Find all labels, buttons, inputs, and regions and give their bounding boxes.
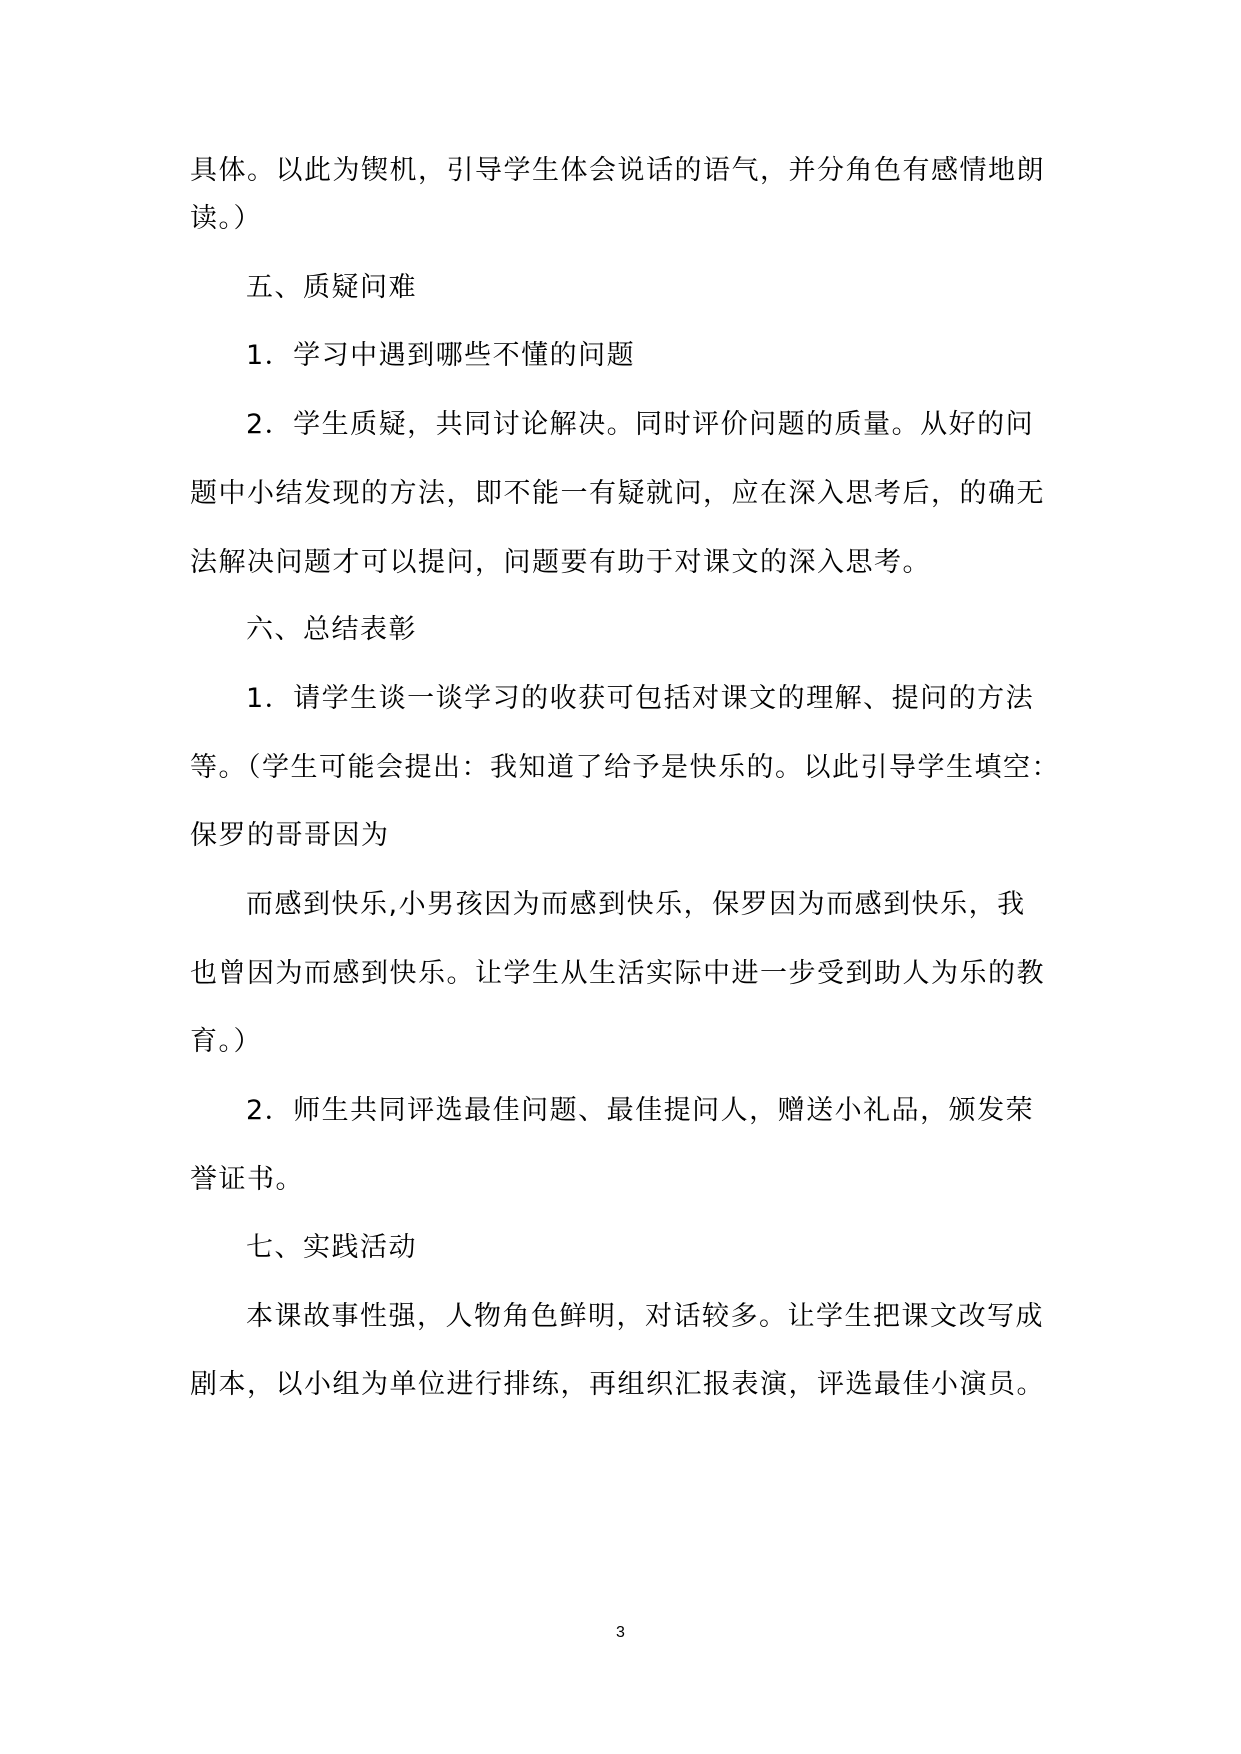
text-line: 读。） (190, 203, 262, 234)
text-line: 育。） (190, 1026, 262, 1057)
text-line: 而感到快乐,小男孩因为而感到快乐，保罗因为而感到快乐，我 (246, 889, 1026, 920)
text-line: 剧本，以小组为单位进行排练，再组织汇报表演，评选最佳小演员。 (190, 1369, 1045, 1400)
text-line: 2．师生共同评选最佳问题、最佳提问人，赠送小礼品，颁发荣 (246, 1095, 1035, 1126)
text-line: 2．学生质疑，共同讨论解决。同时评价问题的质量。从好的问 (246, 409, 1035, 440)
text-line: 誉证书。 (190, 1164, 304, 1195)
text-line: 1．请学生谈一谈学习的收获可包括对课文的理解、提问的方法 (246, 683, 1035, 714)
text-line: 1．学习中遇到哪些不懂的问题 (246, 340, 636, 371)
section-heading: 五、质疑问难 (246, 272, 417, 303)
section-heading: 七、实践活动 (246, 1232, 417, 1263)
text-line: 具体。以此为锲机，引导学生体会说话的语气，并分角色有感情地朗 (190, 155, 1045, 186)
text-line: 题中小结发现的方法，即不能一有疑就问，应在深入思考后，的确无 (190, 478, 1045, 509)
text-line: 保罗的哥哥因为 (190, 820, 390, 851)
text-line: 也曾因为而感到快乐。让学生从生活实际中进一步受到助人为乐的教 (190, 958, 1045, 989)
text-line: 本课故事性强，人物角色鲜明，对话较多。让学生把课文改写成 (246, 1301, 1044, 1332)
text-line: 等。（学生可能会提出：我知道了给予是快乐的。以此引导学生填空： (190, 752, 1060, 783)
page-number: 3 (616, 1624, 625, 1641)
text-line: 法解决问题才可以提问，问题要有助于对课文的深入思考。 (190, 547, 931, 578)
section-heading: 六、总结表彰 (246, 614, 417, 645)
